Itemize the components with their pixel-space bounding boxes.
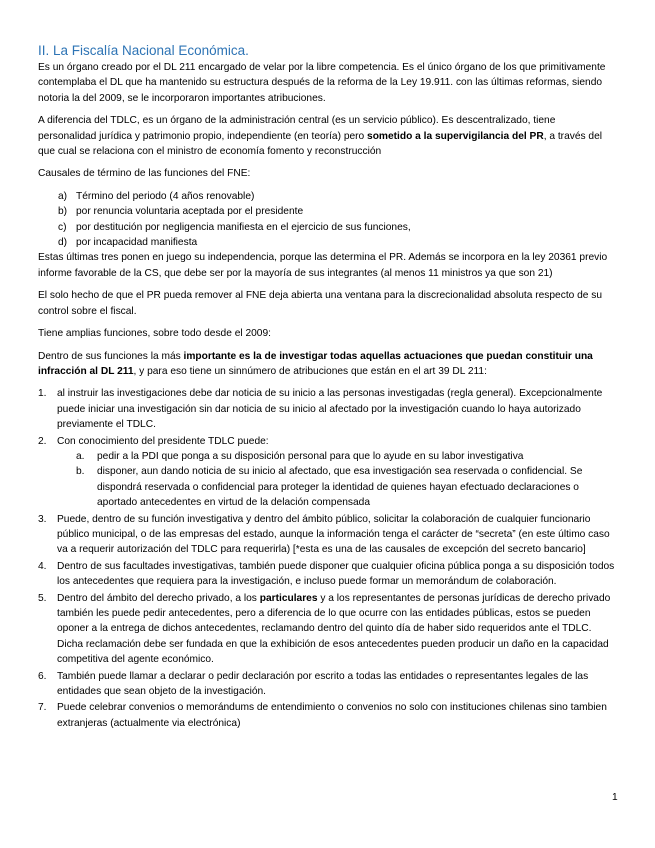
paragraph-causales-title: Causales de término de las funciones del FNE:: [38, 168, 251, 180]
list-item: [38, 512, 616, 558]
list-marker: d): [58, 237, 68, 249]
text-run: Dentro del ámbito del derecho privado, a los: [57, 592, 260, 604]
sub-list-item: [57, 464, 616, 510]
list-item: [38, 434, 616, 511]
paragraph-difference: [38, 113, 616, 159]
list-marker: 7.: [38, 702, 47, 714]
list-item: [38, 591, 616, 668]
list-marker: a): [58, 190, 68, 202]
list-marker: c): [58, 221, 67, 233]
list-marker: b.: [76, 466, 85, 478]
text-run: A diferencia del TDLC, es un órgano de la administración central (es un servicio público). Es descentralizado, tiene personalidad jurídica y patrimonio propio, independiente (en teoría) pero: [38, 115, 556, 142]
document-page: [38, 42, 616, 732]
sub-list: [57, 449, 616, 511]
list-item-text: pedir a la PDI que ponga a su disposición personal para que lo ayude en su labor investigativa: [97, 450, 524, 462]
paragraph-independence: Estas últimas tres ponen en juego su independencia, porque las determina el PR. Además se incorpora en la ley 20361 previo informe favorable de la CS, que debe ser por la mayoría de sus integrantes (al menos 11 ministros ya que son 21): [38, 252, 608, 279]
attributions-list: [38, 386, 616, 731]
paragraph-discretion: El solo hecho de que el PR pueda remover al FNE deja abierta una ventana para la discrecionalidad absoluta respecto de su control sobre el fiscal.: [38, 290, 603, 317]
paragraph-intro: Es un órgano creado por el DL 211 encargado de velar por la libre competencia. Es el único órgano de los que primitivamente contemplaba el DL que ha mantenido su estructura después de la reforma de la Ley 19.911. con las últimas reformas, siendo notoria la del 2009, se le incorporaron importantes atribuciones.: [38, 62, 606, 104]
list-item: [38, 235, 616, 250]
list-item: [38, 189, 616, 204]
list-marker: 2.: [38, 435, 47, 447]
list-item-text: por incapacidad manifiesta: [76, 237, 198, 249]
list-item: [38, 559, 616, 590]
list-item-text: También puede llamar a declarar o pedir declaración por escrito a todas las entidades o representantes legales de las entidades que sean objeto de la investigación.: [57, 670, 589, 698]
bold-run: particulares: [259, 592, 318, 604]
list-item-text: por renuncia voluntaria aceptada por el presidente: [76, 206, 304, 218]
sub-list-item: [57, 449, 616, 464]
list-item-text: Puede celebrar convenios o memorándums de entendimiento o convenios no solo con instituciones chilenas sino tambien extranjeras (actualmente via electrónica): [57, 702, 607, 729]
list-item: [38, 220, 616, 235]
text-run: y a los representantes de personas jurídicas de derecho privado también les puede pedir antecedentes, pero a diferencia de lo que ocurre con las entidades públicas, estos se pueden oponer a la entrega de dichos antecedentes, reclamando dentro del quinto día de haber sido requeridos ante el TDLC. Dicha reclamación debe ser fundada en que la exhibición de esos antecedentes pueden producir un daño en la capacidad competitiva del agente económico.: [57, 592, 611, 666]
paragraph-functions-intro: Tiene amplias funciones, sobre todo desde el 2009:: [38, 328, 271, 340]
list-item: [38, 386, 616, 432]
list-marker: 4.: [38, 560, 47, 572]
list-marker: b): [58, 206, 68, 218]
list-item-text: disponer, aun dando noticia de su inicio al afectado, que esa investigación sea reservada o confidencial. Se dispondrá reservada o confidencial para proteger la identidad de quienes hayan efectuado declaraciones o aportado antecedentes en virtud de la delación compensada: [97, 466, 583, 509]
list-item-text: Con conocimiento del presidente TDLC puede:: [57, 435, 269, 447]
list-item-text: Término del periodo (4 años renovable): [76, 190, 255, 202]
list-marker: 3.: [38, 513, 47, 525]
bold-run: sometido a la supervigilancia del PR: [367, 130, 544, 142]
bold-run: importante es la de investigar todas aquellas actuaciones que puedan constituir una infracción al DL 211: [38, 350, 593, 377]
paragraph-main-function: [38, 349, 616, 380]
list-marker: 6.: [38, 670, 47, 682]
list-item-text: Dentro de sus facultades investigativas, también puede disponer que cualquier oficina pública ponga a su disposición todos los antecedentes que requiera para la investigación, e incluso puede formar un memorándum de colaboración.: [57, 560, 615, 588]
list-item-text: al instruir las investigaciones debe dar noticia de su inicio a las personas investigadas (regla general). Excepcionalmente puede iniciar una investigación sin dar noticia de su inicio al afectado por la investigación cuando lo haya autorizado previamente el TDLC.: [57, 388, 603, 431]
list-marker: a.: [76, 450, 85, 462]
text-run: Dentro de sus funciones la más: [38, 350, 184, 362]
section-heading: II. La Fiscalía Nacional Económica.: [38, 43, 249, 58]
text-run: , y para eso tiene un sinnúmero de atribuciones que están en el art 39 DL 211:: [133, 365, 487, 377]
causales-list: [38, 189, 616, 251]
list-marker: 5.: [38, 592, 47, 604]
list-item: [38, 669, 616, 700]
list-item-text: por destitución por negligencia manifiesta en el ejercicio de sus funciones,: [76, 221, 411, 233]
page-number: 1: [612, 792, 618, 803]
list-item: [38, 700, 616, 731]
list-item: [38, 204, 616, 219]
text-run: , a través del que cual se relaciona con el ministro de economía fomento y reconstrucción: [38, 130, 603, 158]
list-marker: 1.: [38, 388, 47, 400]
list-item-text: Puede, dentro de su función investigativa y dentro del ámbito público, solicitar la colaboración de cualquier funcionario público municipal, o de las empresas del estado, aunque la información tenga el carácter de “secreta” (en este último caso va a requerir autorización del TDLC para requerirla) [*esta es una de las causales de excepción del secreto bancario]: [57, 513, 610, 556]
